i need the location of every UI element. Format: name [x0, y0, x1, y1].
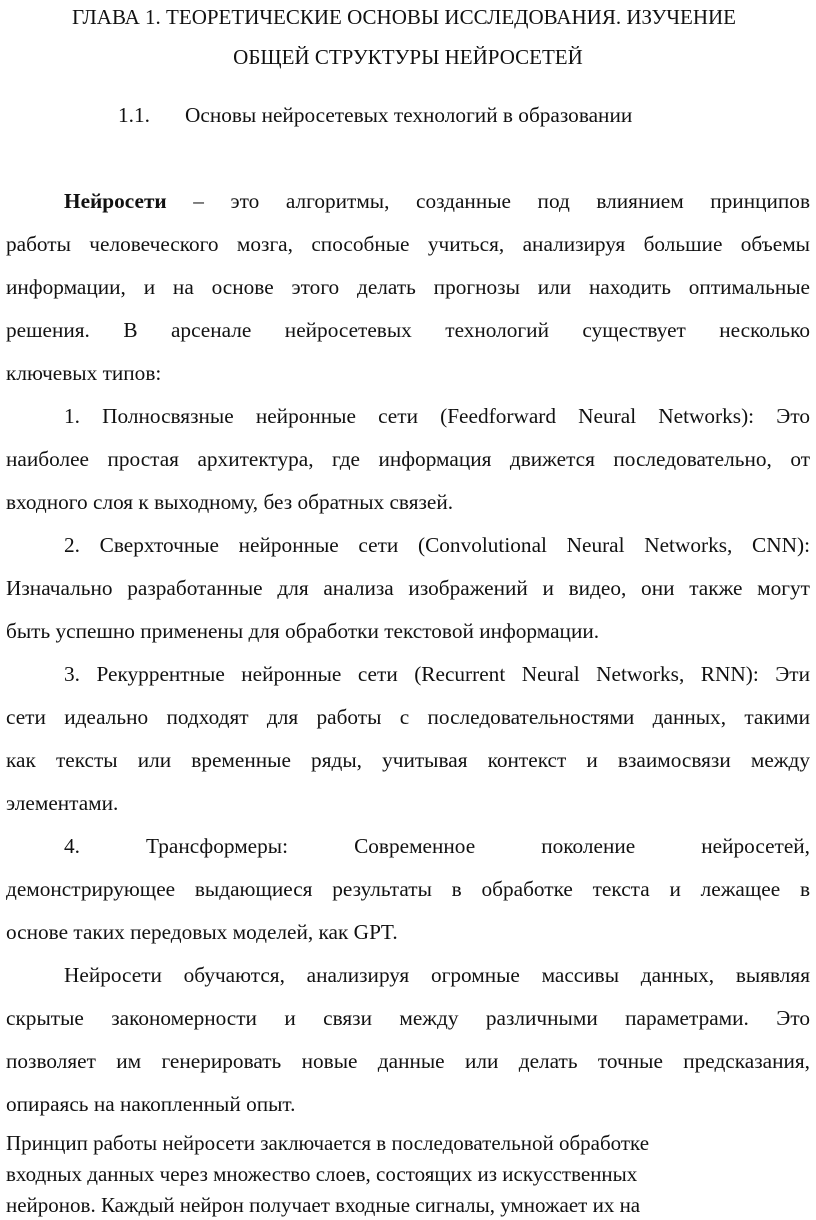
training-line-1: Нейросети обучаются, анализируя огромные массивы данных, выявляя	[64, 963, 810, 987]
training-line-4: опираясь на накопленный опыт.	[6, 1092, 296, 1116]
section-title: Основы нейросетевых технологий в образовании	[185, 103, 633, 127]
intro-line-3: информации, и на основе этого делать прогнозы или находить оптимальные	[6, 275, 810, 299]
section-number: 1.1.	[118, 103, 150, 127]
intro-line-4: решения. В арсенале нейросетевых технологий существует несколько	[6, 318, 810, 342]
item3-line-3: как тексты или временные ряды, учитывая контекст и взаимосвязи между	[6, 748, 810, 772]
chapter-heading-line-2: ОБЩЕЙ СТРУКТУРЫ НЕЙРОСЕТЕЙ	[233, 45, 583, 69]
item4-line-2: демонстрирующее выдающиеся результаты в обработке текста и лежащее в	[6, 877, 810, 901]
intro-term: Нейросети	[64, 189, 167, 213]
item2-line-3: быть успешно применены для обработки текстовой информации.	[6, 619, 600, 643]
item1-line-3: входного слоя к выходному, без обратных связей.	[6, 490, 454, 514]
intro-line-2: работы человеческого мозга, способные учиться, анализируя большие объемы	[6, 232, 810, 256]
principle-line-2: входных данных через множество слоев, состоящих из искусственных	[6, 1162, 638, 1186]
training-line-2: скрытые закономерности и связи между различными параметрами. Это	[6, 1006, 810, 1030]
chapter-heading-line-1: ГЛАВА 1. ТЕОРЕТИЧЕСКИЕ ОСНОВЫ ИССЛЕДОВАНИЯ. ИЗУЧЕНИЕ	[71, 5, 737, 29]
intro-line-1	[64, 187, 810, 215]
principle-line-3: нейронов. Каждый нейрон получает входные сигналы, умножает их на	[6, 1193, 641, 1217]
item4-line-1: 4. Трансформеры: Современное поколение нейросетей,	[64, 834, 810, 858]
item3-line-1: 3. Рекуррентные нейронные сети (Recurrent Neural Networks, RNN): Эти	[64, 662, 810, 686]
intro-line-5: ключевых типов:	[6, 361, 162, 385]
intro-line-1-rest: – это алгоритмы, созданные под влиянием принципов	[193, 189, 810, 213]
item2-line-1: 2. Сверхточные нейронные сети (Convolutional Neural Networks, CNN):	[64, 533, 810, 557]
item1-line-2: наиболее простая архитектура, где информация движется последовательно, от	[6, 447, 810, 471]
training-line-3: позволяет им генерировать новые данные или делать точные предсказания,	[6, 1049, 810, 1073]
item1-line-1: 1. Полносвязные нейронные сети (Feedforward Neural Networks): Это	[64, 404, 810, 428]
item4-line-3: основе таких передовых моделей, как GPT.	[6, 920, 398, 944]
item3-line-2: сети идеально подходят для работы с последовательностями данных, такими	[6, 705, 810, 729]
principle-line-1: Принцип работы нейросети заключается в последовательной обработке	[6, 1131, 650, 1155]
item3-line-4: элементами.	[6, 791, 119, 815]
item2-line-2: Изначально разработанные для анализа изображений и видео, они также могут	[6, 576, 810, 600]
